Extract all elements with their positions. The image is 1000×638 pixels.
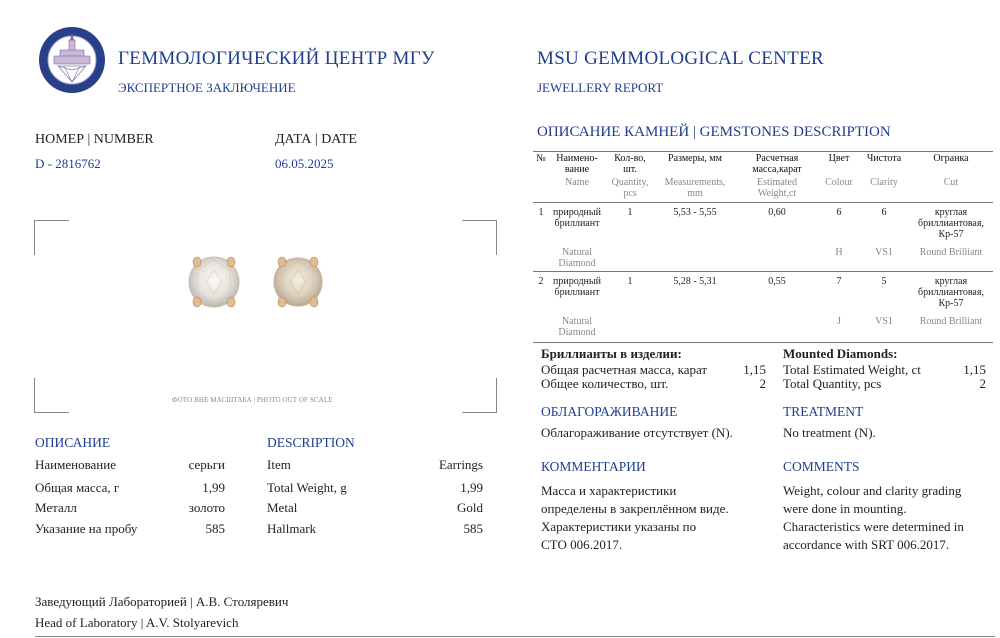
comments-ru-line: определены в закреплённом виде. [541, 501, 729, 516]
gem-2-no: 2 [533, 272, 549, 311]
mounted-weight-en-label: Total Estimated Weight, ct [783, 362, 921, 377]
treatment-title-en: TREATMENT [783, 404, 864, 419]
photo-frame-corner-tl [34, 220, 69, 255]
comments-ru-line: Характеристики указаны по [541, 519, 697, 534]
gem-1-size: 5,53 - 5,55 [655, 203, 735, 242]
mounted-title-ru [541, 346, 682, 362]
col-clarity: Чистота [859, 152, 909, 177]
mounted-weight-ru-label: Общая расчетная масса, карат [541, 362, 708, 377]
gem-1-colour: 6 [819, 203, 859, 242]
col-no: № [533, 152, 549, 177]
comments-title-ru: КОММЕНТАРИИ [541, 459, 646, 474]
msu-emblem-icon [38, 26, 106, 94]
number-label: НОМЕР | NUMBER [35, 132, 154, 147]
gem-1-cut: круглая бриллиантовая, Кр-57 [909, 203, 993, 242]
gem-row-1-en [533, 241, 993, 272]
gem-1-name: природный бриллиант [549, 203, 605, 242]
col-size-en: Measurements, mm [664, 177, 726, 199]
mounted-qty-ru-label: Общее количество, шт. [541, 376, 669, 391]
col-colour: Цвет [819, 152, 859, 177]
signature-en: Head of Laboratory | A.V. Stolyarevich [35, 615, 239, 630]
gem-1-clarity: 6 [859, 203, 909, 242]
gem-1-cut-en: Round Brilliant [919, 247, 983, 258]
center-title-ru: ГЕММОЛОГИЧЕСКИЙ ЦЕНТР МГУ [118, 48, 435, 69]
mounted-title-en-text: Mounted Diamonds: [783, 346, 898, 361]
col-weight: Расчетная масса,карат [735, 152, 819, 177]
comments-text-ru [541, 482, 729, 554]
photo-frame-corner-bl [34, 378, 69, 413]
col-weight-en: Estimated Weight,ct [757, 177, 797, 199]
desc-en-hallmark-label: Hallmark [267, 521, 317, 536]
report-type-en: JEWELLERY REPORT [537, 80, 664, 95]
desc-en-metal-label: Metal [267, 500, 298, 515]
gem-2-cut: круглая бриллиантовая, Кр-57 [909, 272, 993, 311]
desc-ru-weight-value: 1,99 [202, 480, 225, 495]
photo-frame-corner-tr [462, 220, 497, 255]
gem-1-clarity-en: VS1 [875, 247, 893, 258]
col-colour-en: Colour [825, 177, 853, 188]
gem-2-name-en: Natural Diamond [558, 316, 596, 338]
desc-en-weight-value: 1,99 [460, 480, 483, 495]
comments-ru-line: Масса и характеристики [541, 483, 677, 498]
gem-2-clarity-en: VS1 [875, 316, 893, 327]
mounted-qty-ru-value: 2 [759, 376, 766, 391]
col-clarity-en: Clarity [870, 177, 898, 188]
desc-ru-weight-label: Общая масса, г [35, 480, 120, 495]
desc-ru-item-value: серьги [188, 457, 225, 472]
gemstones-header-ru [533, 152, 993, 177]
desc-ru-hallmark-label: Указание на пробу [35, 521, 138, 536]
col-cut: Огранка [909, 152, 993, 177]
date-value: 06.05.2025 [275, 156, 334, 171]
gem-row-2 [533, 272, 993, 311]
gem-1-name-en: Natural Diamond [558, 247, 596, 269]
gem-row-2-en [533, 310, 993, 340]
gem-2-qty: 1 [605, 272, 655, 311]
comments-ru-line: СТО 006.2017. [541, 537, 623, 552]
gem-2-name: природный бриллиант [549, 272, 605, 311]
mounted-title-en [783, 346, 898, 362]
desc-en-weight-label: Total Weight, g [267, 480, 347, 495]
gem-1-no: 1 [533, 203, 549, 242]
desc-en-item-label: Item [267, 457, 291, 472]
gem-2-cut-en: Round Brilliant [919, 316, 983, 327]
gem-1-colour-en: H [835, 247, 843, 258]
gem-2-size: 5,28 - 5,31 [655, 272, 735, 311]
gem-2-colour-en: J [837, 316, 841, 327]
gemstones-table [533, 151, 993, 340]
col-no-en [533, 176, 549, 203]
comments-en-line: were done in mounting. [783, 501, 907, 516]
photo-frame-corner-br [462, 378, 497, 413]
signature-ru: Заведующий Лабораторией | А.В. Столяревич [35, 594, 289, 609]
comments-en-line: Weight, colour and clarity grading [783, 483, 962, 498]
col-name: Наимено-вание [549, 152, 605, 177]
center-title-en: MSU GEMMOLOGICAL CENTER [537, 48, 824, 69]
comments-text-en [783, 482, 964, 554]
col-cut-en: Cut [943, 177, 959, 188]
bottom-divider [35, 636, 995, 637]
description-title-ru: ОПИСАНИЕ [35, 435, 111, 450]
col-size: Размеры, мм [655, 152, 735, 177]
comments-en-line: accordance with SRT 006.2017. [783, 537, 950, 552]
gem-2-clarity: 5 [859, 272, 909, 311]
mounted-qty-en-value: 2 [979, 376, 986, 391]
mounted-title-ru-text: Бриллианты в изделии: [541, 346, 682, 361]
treatment-title-ru: ОБЛАГОРАЖИВАНИЕ [541, 404, 678, 419]
table-bottom-line [533, 342, 993, 343]
photo-caption: ФОТО ВНЕ МАСШТАБА | PHOTO OUT OF SCALE [172, 396, 333, 404]
report-type-ru: ЭКСПЕРТНОЕ ЗАКЛЮЧЕНИЕ [118, 80, 296, 95]
comments-title-en: COMMENTS [783, 459, 860, 474]
gem-1-weight: 0,60 [735, 203, 819, 242]
treatment-text-ru: Облагораживание отсутствует (N). [541, 425, 733, 440]
gem-2-colour: 7 [819, 272, 859, 311]
mounted-weight-ru-value: 1,15 [743, 362, 766, 377]
col-qty-en: Quantity, pcs [611, 177, 649, 199]
gemstones-title: ОПИСАНИЕ КАМНЕЙ | GEMSTONES DESCRIPTION [537, 124, 891, 140]
gem-row-1 [533, 203, 993, 242]
desc-ru-metal-value: золото [188, 500, 225, 515]
date-label: ДАТА | DATE [275, 132, 357, 147]
desc-en-metal-value: Gold [457, 500, 483, 515]
gem-2-weight: 0,55 [735, 272, 819, 311]
earrings-photo [180, 248, 330, 316]
mounted-weight-en-value: 1,15 [963, 362, 986, 377]
description-title-en: DESCRIPTION [267, 435, 355, 450]
gem-1-qty: 1 [605, 203, 655, 242]
mounted-qty-en-label: Total Quantity, pcs [783, 376, 882, 391]
desc-ru-hallmark-value: 585 [205, 521, 225, 536]
number-value: D - 2816762 [35, 156, 101, 171]
col-name-en: Name [565, 177, 589, 188]
comments-en-line: Characteristics were determined in [783, 519, 964, 534]
col-qty: Кол-во, шт. [605, 152, 655, 177]
desc-en-hallmark-value: 585 [463, 521, 483, 536]
desc-ru-metal-label: Металл [35, 500, 77, 515]
treatment-text-en: No treatment (N). [783, 425, 876, 440]
desc-ru-item-label: Наименование [35, 457, 116, 472]
desc-en-item-value: Earrings [438, 457, 483, 472]
gemstones-header-en [533, 176, 993, 203]
